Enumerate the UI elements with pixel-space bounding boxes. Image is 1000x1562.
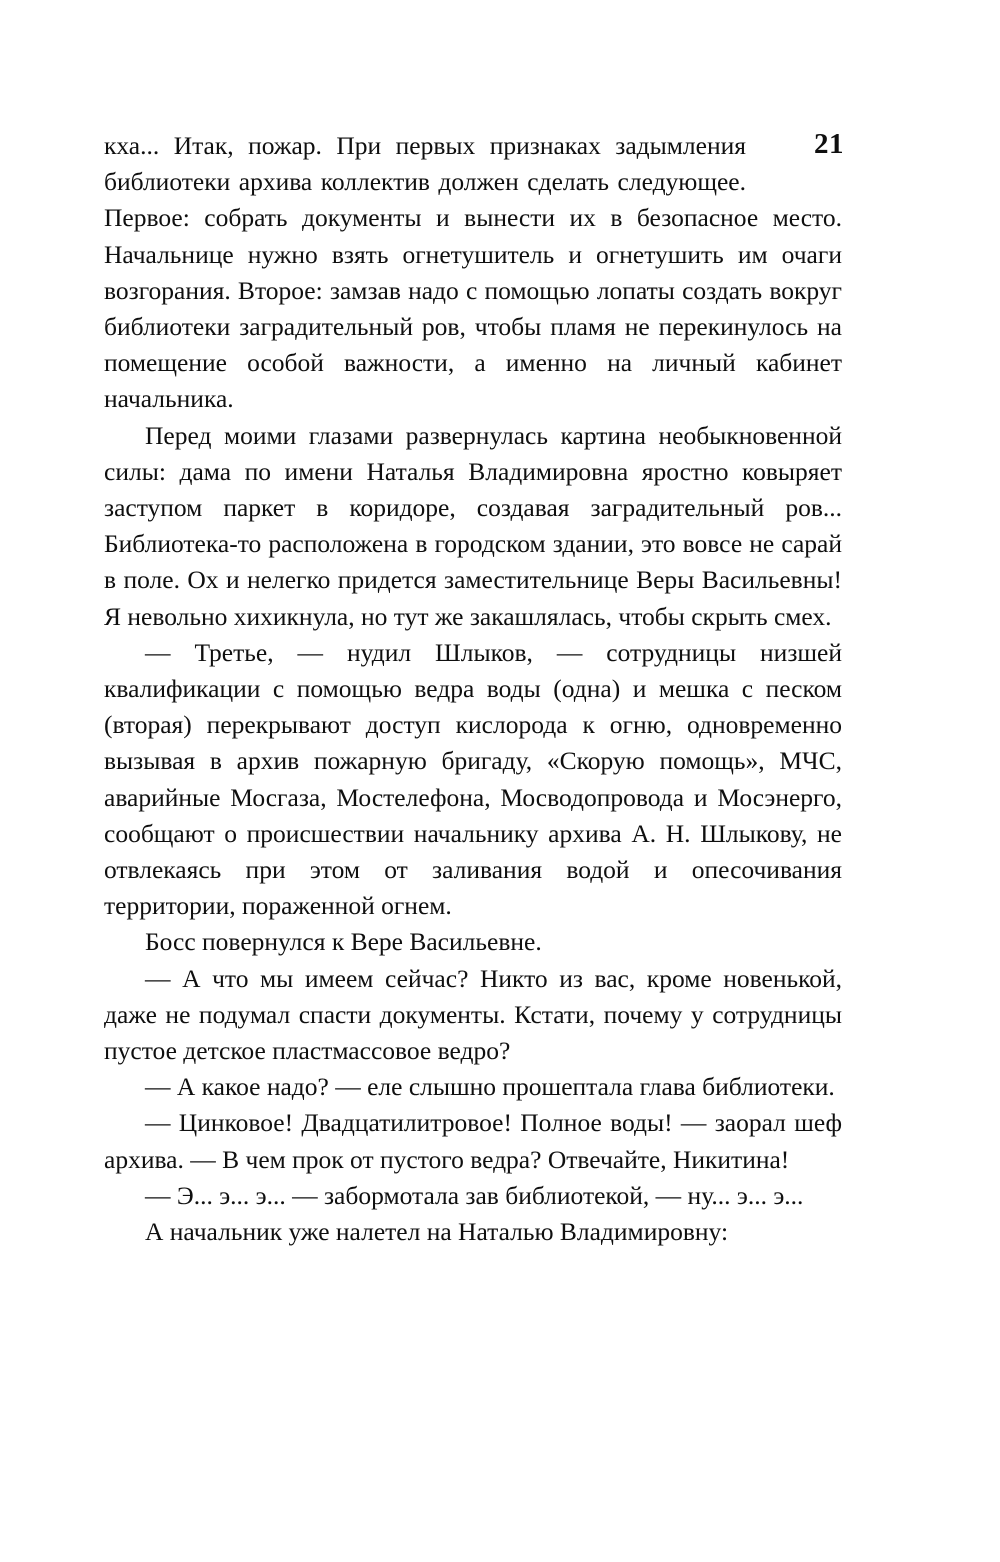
paragraph-text: А начальник уже налетел на Наталью Владимировну:	[145, 1217, 729, 1247]
paragraph-text: — Э... э... э... — забормотала зав библиотекой, — ну... э... э...	[145, 1180, 804, 1210]
paragraph-text: — Третье, — нудил Шлыков, — сотрудницы низшей квалификации с помощью ведра воды (одна) и мешка с песком (вторая) перекрывают доступ кислорода к огню, одновременно вызывая в архив пожарную бригаду, «Скорую помощь», МЧС, аварийные Мосгаза, Мостелефона, Мосводопровода и Мосэнерго, сообщают о происшествии начальнику архива А. Н. Шлыкову, не отвлекаясь при этом от заливания водой и опесочивания территории, пораженной огнем.	[104, 637, 842, 921]
paragraph	[104, 128, 842, 418]
paragraph-text: — Цинковое! Двадцатилитровое! Полное воды! — заорал шеф архива. — В чем прок от пустого ведра? Отвечайте, Никитина!	[104, 1108, 842, 1174]
paragraph-text: — А что мы имеем сейчас? Никто из вас, кроме новенькой, даже не подумал спасти документы. Кстати, почему у сотрудницы пустое детское пластмассовое ведро?	[104, 963, 842, 1066]
paragraph	[104, 418, 842, 635]
paragraph	[104, 1105, 842, 1177]
paragraph	[104, 1178, 842, 1214]
paragraph-text: кха... Итак, пожар. При первых признаках задымления библиотеки архива коллектив должен сделать следующее. Первое: собрать документы и вынести их в безопасное место. Начальнице нужно взять огнетушитель и огнетушить им очаги возгорания. Второе: замзав надо с помощью лопаты создать вокруг библиотеки заградительный ров, чтобы пламя не перекинулось на помещение особой важности, а именно на личный кабинет начальника.	[104, 131, 842, 414]
page-number: 21	[814, 128, 844, 160]
paragraph-text: — А какое надо? — еле слышно прошептала глава библиотеки.	[145, 1072, 835, 1102]
paragraph-text: Перед моими глазами развернулась картина необыкновенной силы: дама по имени Наталья Владимировна яростно ковыряет заступом паркет в коридоре, создавая заградительный ров... Библиотека-то расположена в городском здании, это вовсе не сарай в поле. Ох и нелегко придется заместительнице Веры Васильевны! Я невольно хихикнула, но тут же закашлялась, чтобы скрыть смех.	[104, 420, 842, 631]
paragraph-text: Босс повернулся к Вере Васильевне.	[145, 927, 542, 957]
page-body-text	[104, 128, 842, 1250]
paragraph	[104, 1214, 842, 1250]
page-number-spacer	[746, 128, 842, 200]
paragraph	[104, 924, 842, 960]
paragraph	[104, 961, 842, 1070]
paragraph	[104, 635, 842, 925]
paragraph	[104, 1069, 842, 1105]
